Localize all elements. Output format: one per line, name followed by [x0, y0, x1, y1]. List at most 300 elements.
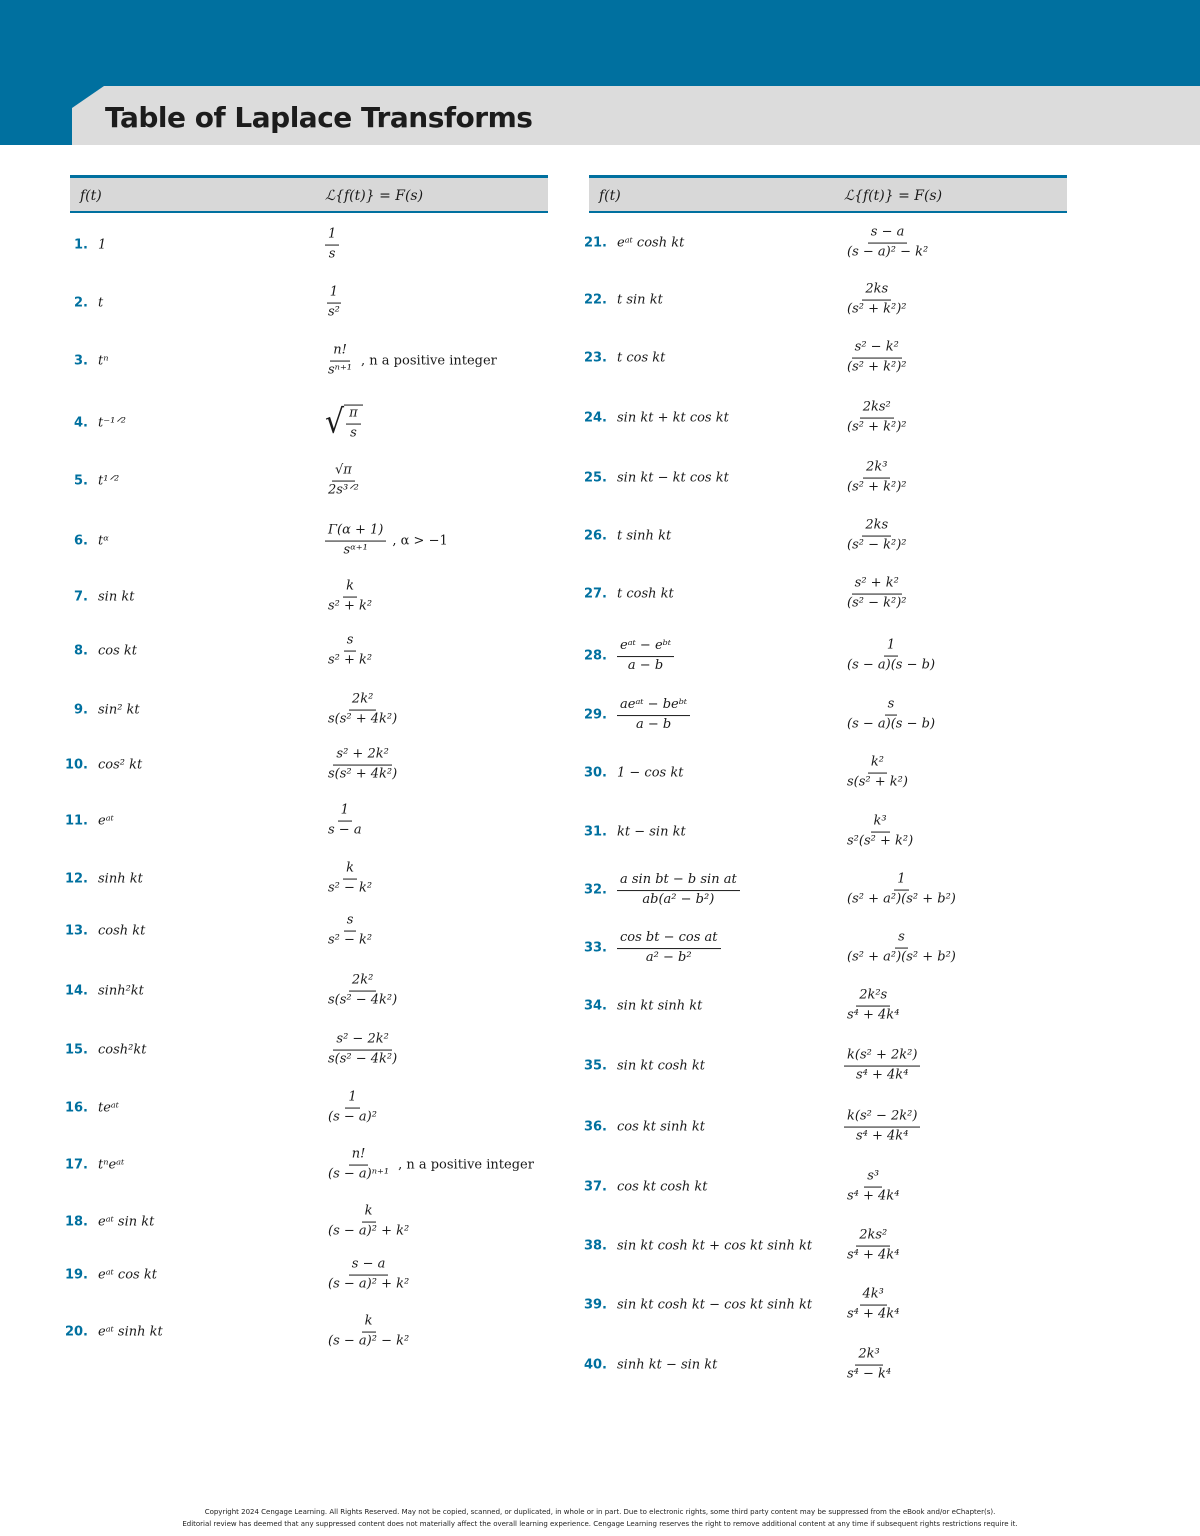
transform-expression — [325, 1148, 534, 1183]
table-row — [583, 922, 1059, 974]
transform-expression — [844, 698, 938, 733]
function-fraction — [617, 697, 690, 733]
fraction — [844, 1348, 894, 1383]
transform-expression — [325, 1033, 400, 1068]
transform-denominator: s⁴ + 4k⁴ — [847, 1306, 900, 1322]
transform-numerator: 2k³ — [855, 1348, 882, 1366]
radical-sign: √ — [325, 403, 345, 442]
entry-number: 6. — [74, 533, 88, 549]
table-row — [70, 219, 540, 271]
transform-expression — [325, 464, 362, 499]
function-expression: t sinh kt — [617, 528, 672, 544]
entry-number: 35. — [583, 1058, 607, 1074]
transform-denominator: (s − a)(s − b) — [847, 716, 936, 732]
transform-expression — [844, 989, 902, 1024]
transform-denominator: (s² + a²)(s² + b²) — [847, 949, 956, 965]
function-denominator: a − b — [635, 717, 672, 732]
table-row — [583, 689, 1059, 741]
transform-denominator: s² + k² — [328, 598, 373, 614]
transform-expression — [844, 461, 909, 496]
fraction — [844, 698, 938, 733]
transform-numerator: 2ks² — [860, 401, 894, 419]
transform-expression — [844, 815, 916, 850]
fraction — [325, 1315, 412, 1350]
entry-number: 8. — [74, 643, 88, 659]
transform-denominator: s⁴ + 4k⁴ — [856, 1067, 909, 1083]
transform-numerator: 2ks — [862, 519, 891, 537]
transform-numerator: 1 — [338, 804, 352, 822]
entry-number: 29. — [583, 707, 607, 723]
transform-denominator: s² + k² — [328, 652, 373, 668]
fraction — [844, 756, 911, 791]
transform-numerator: 2ks — [862, 283, 891, 301]
table-row — [583, 332, 1059, 384]
table-row — [64, 1196, 540, 1248]
transform-denominator: (s² − k²)² — [847, 595, 907, 611]
entry-number: 11. — [64, 813, 88, 829]
transform-expression — [325, 344, 497, 379]
copyright-footer — [0, 1506, 1200, 1530]
entry-number: 23. — [583, 350, 607, 366]
function-expression: kt − sin kt — [617, 824, 686, 840]
function-expression: sin kt sinh kt — [617, 998, 703, 1014]
function-expression: eᵃᵗ cos kt — [98, 1267, 157, 1283]
entry-number: 24. — [583, 410, 607, 426]
transform-expression — [325, 580, 375, 615]
transform-condition: , α > −1 — [392, 533, 448, 549]
table-row — [583, 806, 1059, 858]
function-expression: sin kt cosh kt — [617, 1058, 705, 1074]
fraction — [617, 873, 740, 908]
fraction — [325, 804, 365, 839]
transform-denominator: s(s² − 4k²) — [328, 1051, 398, 1067]
transform-numerator: k — [343, 580, 357, 598]
table-row — [583, 630, 1059, 682]
transform-denominator: s(s² − 4k²) — [328, 992, 398, 1008]
square-root — [325, 405, 363, 442]
transform-expression — [844, 283, 909, 318]
function-expression: teᵃᵗ — [98, 1100, 120, 1116]
transform-expression — [325, 1315, 412, 1350]
table-row — [583, 217, 1059, 269]
transform-numerator: s − a — [868, 226, 908, 244]
transform-numerator: s — [344, 634, 357, 652]
transform-expression — [325, 228, 339, 263]
table-row — [64, 905, 540, 957]
transform-denominator: (s − a)² — [328, 1109, 377, 1125]
entry-number: 1. — [74, 237, 88, 253]
table-row — [70, 571, 540, 623]
entry-number: 14. — [64, 983, 88, 999]
function-expression: t cos kt — [617, 350, 666, 366]
entry-number: 36. — [583, 1119, 607, 1135]
table-row — [583, 452, 1059, 504]
function-expression: t cosh kt — [617, 586, 674, 602]
transform-denominator: s(s² + 4k²) — [328, 711, 398, 727]
transform-expression — [325, 914, 375, 949]
transform-expression — [844, 639, 938, 674]
footer-line-1: Copyright 2024 Cengage Learning. All Rights Reserved. May not be copied, scanned, or duplicated, in whole or in part. Due to electronic rights, some third party content may be suppressed from the eBook and/or eChapter(s). — [204, 1508, 996, 1516]
transform-denominator: s⁴ + 4k⁴ — [847, 1007, 900, 1023]
transform-numerator: 2k² — [349, 974, 376, 992]
entry-number: 27. — [583, 586, 607, 602]
transform-condition: , n a positive integer — [398, 1157, 534, 1173]
transform-expression — [844, 873, 959, 908]
entry-number: 34. — [583, 998, 607, 1014]
transform-numerator: k(s² + 2k²) — [844, 1049, 920, 1067]
table-row — [64, 1082, 540, 1134]
fraction — [325, 914, 375, 949]
table-row — [64, 739, 540, 791]
transform-numerator: √π — [332, 464, 355, 482]
entry-number: 32. — [583, 882, 607, 898]
transform-numerator: k² — [868, 756, 887, 774]
transform-expression — [844, 931, 959, 966]
function-fraction — [617, 638, 674, 674]
entry-number: 19. — [64, 1267, 88, 1283]
function-expression: cos² kt — [98, 757, 143, 773]
fraction — [325, 974, 400, 1009]
transform-expression — [325, 974, 400, 1009]
transform-denominator: s − a — [328, 822, 362, 838]
table-row — [583, 980, 1059, 1032]
transform-numerator: k³ — [871, 815, 890, 833]
entry-number: 20. — [64, 1324, 88, 1340]
fraction — [325, 693, 400, 728]
function-expression: cos kt sinh kt — [617, 1119, 705, 1135]
radicand — [344, 405, 363, 442]
function-expression: sinh kt — [98, 871, 143, 887]
transform-numerator: Γ(α + 1) — [325, 524, 386, 542]
transform-denominator: s(s² + 4k²) — [328, 766, 398, 782]
fraction — [325, 580, 375, 615]
table-row — [70, 684, 540, 736]
transform-numerator: s − a — [349, 1258, 389, 1276]
table-row — [64, 965, 540, 1017]
entry-number: 28. — [583, 648, 607, 664]
entry-number: 10. — [64, 757, 88, 773]
transform-denominator: s — [328, 246, 336, 262]
table-row — [64, 1024, 540, 1076]
function-denominator: a² − b² — [645, 950, 692, 965]
transform-numerator: 4k³ — [860, 1288, 887, 1306]
function-expression: cosh kt — [98, 923, 146, 939]
function-numerator: eᵃᵗ − eᵇᵗ — [617, 639, 674, 657]
fraction — [325, 228, 339, 263]
header-F-label: ℒ{f(t)} = F(s) — [325, 188, 424, 204]
transform-numerator: s² + k² — [852, 577, 902, 595]
table-row — [70, 515, 540, 567]
transform-numerator: s² − k² — [852, 341, 902, 359]
fraction — [325, 1258, 412, 1293]
entry-number: 39. — [583, 1297, 607, 1313]
transform-expression — [844, 341, 909, 376]
entry-number: 25. — [583, 470, 607, 486]
table-row — [70, 455, 540, 507]
entry-number: 26. — [583, 528, 607, 544]
entry-number: 7. — [74, 589, 88, 605]
transform-expression — [325, 804, 365, 839]
fraction — [325, 748, 400, 783]
fraction — [325, 862, 375, 897]
function-expression: eᵃᵗ sinh kt — [98, 1324, 163, 1340]
fraction — [325, 524, 386, 559]
fraction — [346, 407, 361, 442]
transform-denominator: (s − a)² − k² — [328, 1333, 410, 1349]
function-expression: sinh²kt — [98, 983, 144, 999]
transform-denominator: (s − a)² + k² — [328, 1276, 410, 1292]
function-expression: cosh²kt — [98, 1042, 147, 1058]
fraction — [325, 1033, 400, 1068]
function-expression: sin kt cosh kt + cos kt sinh kt — [617, 1238, 813, 1254]
transform-numerator: 2k³ — [863, 461, 890, 479]
table-row — [70, 397, 540, 449]
transform-expression — [325, 1205, 412, 1240]
transform-denominator: s²(s² + k²) — [847, 833, 914, 849]
header-F-label: ℒ{f(t)} = F(s) — [844, 188, 943, 204]
transform-expression — [325, 748, 400, 783]
fraction — [844, 873, 959, 908]
transform-denominator: s⁴ + 4k⁴ — [856, 1128, 909, 1144]
transform-denominator: (s² + k²)² — [847, 419, 907, 435]
fraction — [844, 1229, 902, 1264]
entry-number: 33. — [583, 940, 607, 956]
fraction — [617, 698, 690, 733]
entry-number: 12. — [64, 871, 88, 887]
transform-denominator: (s − a)² + k² — [328, 1223, 410, 1239]
fraction — [325, 344, 355, 379]
transform-expression — [325, 634, 375, 669]
table-row — [64, 1139, 540, 1191]
transform-expression — [325, 862, 375, 897]
table-row — [583, 1101, 1059, 1153]
fraction — [325, 1148, 392, 1183]
transform-numerator: 1 — [327, 286, 341, 304]
table-row — [583, 274, 1059, 326]
transform-numerator: s — [885, 698, 898, 716]
transform-expression — [844, 756, 911, 791]
table-row — [583, 568, 1059, 620]
transform-denominator: 2s³ᐟ² — [328, 482, 359, 498]
transform-expression — [325, 524, 448, 559]
entry-number: 30. — [583, 765, 607, 781]
transform-expression — [844, 226, 931, 261]
table-row — [583, 747, 1059, 799]
table-row — [583, 1161, 1059, 1213]
fraction — [617, 931, 721, 966]
transform-denominator: s² — [328, 304, 340, 320]
table-row — [583, 1040, 1059, 1092]
transform-denominator: s⁴ + 4k⁴ — [847, 1247, 900, 1263]
transform-expression — [844, 1288, 902, 1323]
transform-expression — [844, 1348, 894, 1383]
transform-denominator: (s − a)² − k² — [847, 244, 929, 260]
fraction — [325, 464, 362, 499]
fraction — [844, 226, 931, 261]
function-expression: 1 − cos kt — [617, 765, 684, 781]
entry-number: 38. — [583, 1238, 607, 1254]
fraction — [844, 577, 909, 612]
transform-expression — [325, 1091, 380, 1126]
transform-numerator: 2k²s — [856, 989, 890, 1007]
transform-numerator: 1 — [325, 228, 339, 246]
transform-denominator: (s² + k²)² — [847, 359, 907, 375]
function-numerator: cos bt − cos at — [617, 931, 721, 949]
fraction — [844, 401, 909, 436]
entry-number: 37. — [583, 1179, 607, 1195]
transform-denominator: sⁿ⁺¹ — [328, 362, 353, 378]
entry-number: 15. — [64, 1042, 88, 1058]
table-row — [64, 853, 540, 905]
fraction — [844, 283, 909, 318]
transform-expression — [325, 286, 343, 321]
transform-expression — [844, 401, 909, 436]
function-denominator: ab(a² − b²) — [642, 892, 715, 907]
transform-numerator: 1 — [894, 873, 908, 891]
transform-denominator: s — [350, 425, 357, 441]
fraction — [617, 639, 674, 674]
page-title: Table of Laplace Transforms — [105, 101, 533, 134]
transform-denominator: s⁴ + 4k⁴ — [847, 1188, 900, 1204]
transform-denominator: (s² + k²)² — [847, 479, 907, 495]
transform-denominator: (s² + a²)(s² + b²) — [847, 891, 956, 907]
fraction — [844, 931, 959, 966]
entry-number: 9. — [74, 702, 88, 718]
function-expression: 1 — [98, 237, 107, 253]
fraction — [325, 634, 375, 669]
transform-denominator: (s − a)ⁿ⁺¹ — [328, 1166, 390, 1182]
entry-number: 13. — [64, 923, 88, 939]
function-expression: cos kt cosh kt — [617, 1179, 708, 1195]
header-f-label: f(t) — [80, 188, 102, 204]
transform-denominator: s² − k² — [328, 932, 373, 948]
table-row — [70, 335, 540, 387]
transform-numerator: k — [343, 862, 357, 880]
fraction — [844, 461, 909, 496]
transform-denominator: s⁴ − k⁴ — [847, 1366, 892, 1382]
transform-numerator: 2ks² — [856, 1229, 890, 1247]
transform-expression — [325, 693, 400, 728]
transform-numerator: s³ — [864, 1170, 882, 1188]
function-fraction — [617, 872, 740, 908]
table-row — [70, 625, 540, 677]
function-expression: t⁻¹ᐟ² — [98, 415, 127, 431]
entry-number: 21. — [583, 235, 607, 251]
transform-numerator: s — [344, 914, 357, 932]
footer-line-2: Editorial review has deemed that any suppressed content does not materially affect the overall learning experience. Cengage Learning reserves the right to remove additional content at any time if subsequent rights restrictions require it. — [182, 1520, 1018, 1528]
function-numerator: a sin bt − b sin at — [617, 873, 740, 891]
header-f-label: f(t) — [599, 188, 621, 204]
table-row — [583, 1339, 1059, 1391]
fraction — [844, 989, 902, 1024]
transform-denominator: s(s² + k²) — [847, 774, 908, 790]
entry-number: 31. — [583, 824, 607, 840]
function-expression: sin kt − kt cos kt — [617, 470, 729, 486]
fraction — [325, 1205, 412, 1240]
entry-number: 22. — [583, 292, 607, 308]
function-expression: sin kt — [98, 589, 135, 605]
entry-number: 4. — [74, 415, 88, 431]
table-row — [64, 795, 540, 847]
entry-number: 3. — [74, 353, 88, 369]
transform-expression — [844, 1049, 920, 1084]
function-expression: sinh kt − sin kt — [617, 1357, 718, 1373]
function-expression: eᵃᵗ — [98, 813, 114, 829]
transform-denominator: (s² − k²)² — [847, 537, 907, 553]
function-expression: t¹ᐟ² — [98, 473, 120, 489]
transform-numerator: 2k² — [349, 693, 376, 711]
table-row — [583, 864, 1059, 916]
fraction — [844, 519, 909, 554]
function-expression: sin kt cosh kt − cos kt sinh kt — [617, 1297, 813, 1313]
transform-numerator: π — [346, 407, 361, 425]
transform-numerator: n! — [349, 1148, 369, 1166]
function-expression: tⁿeᵃᵗ — [98, 1157, 125, 1173]
transform-denominator: (s − a)(s − b) — [847, 657, 936, 673]
transform-numerator: s² − 2k² — [333, 1033, 391, 1051]
table-row — [583, 1220, 1059, 1272]
table-row — [583, 392, 1059, 444]
transform-expression — [844, 1229, 902, 1264]
entry-number: 40. — [583, 1357, 607, 1373]
table-row — [70, 277, 540, 329]
transform-numerator: k — [362, 1315, 376, 1333]
fraction — [844, 1288, 902, 1323]
transform-expression — [844, 1110, 920, 1145]
transform-numerator: n! — [330, 344, 350, 362]
function-expression: eᵃᵗ cosh kt — [617, 235, 685, 251]
function-denominator: a − b — [627, 658, 664, 673]
entry-number: 18. — [64, 1214, 88, 1230]
entry-number: 17. — [64, 1157, 88, 1173]
function-expression: t sin kt — [617, 292, 663, 308]
function-expression: tⁿ — [98, 353, 109, 369]
transform-numerator: s² + 2k² — [333, 748, 391, 766]
transform-expression — [844, 577, 909, 612]
transform-numerator: 1 — [884, 639, 898, 657]
entry-number: 16. — [64, 1100, 88, 1116]
transform-numerator: 1 — [345, 1091, 359, 1109]
table-header-left — [70, 175, 548, 213]
function-fraction — [617, 930, 721, 966]
function-expression: sin² kt — [98, 702, 140, 718]
transform-expression — [325, 1258, 412, 1293]
transform-denominator: (s² + k²)² — [847, 301, 907, 317]
transform-expression — [844, 519, 909, 554]
transform-numerator: k — [362, 1205, 376, 1223]
function-expression: sin kt + kt cos kt — [617, 410, 729, 426]
fraction — [844, 341, 909, 376]
table-row — [64, 1249, 540, 1301]
fraction — [844, 1170, 902, 1205]
fraction — [325, 286, 343, 321]
fraction — [844, 1049, 920, 1084]
fraction — [844, 639, 938, 674]
function-expression: tᵅ — [98, 533, 109, 549]
function-numerator: aeᵃᵗ − beᵇᵗ — [617, 698, 690, 716]
function-expression: t — [98, 295, 104, 311]
table-row — [64, 1306, 540, 1358]
table-row — [583, 510, 1059, 562]
transform-numerator: k(s² − 2k²) — [844, 1110, 920, 1128]
entry-number: 5. — [74, 473, 88, 489]
entry-number: 2. — [74, 295, 88, 311]
transform-numerator: s — [895, 931, 908, 949]
transform-denominator: sᵅ⁺¹ — [343, 542, 368, 558]
function-expression: eᵃᵗ sin kt — [98, 1214, 155, 1230]
transform-expression — [844, 1170, 902, 1205]
fraction — [325, 1091, 380, 1126]
